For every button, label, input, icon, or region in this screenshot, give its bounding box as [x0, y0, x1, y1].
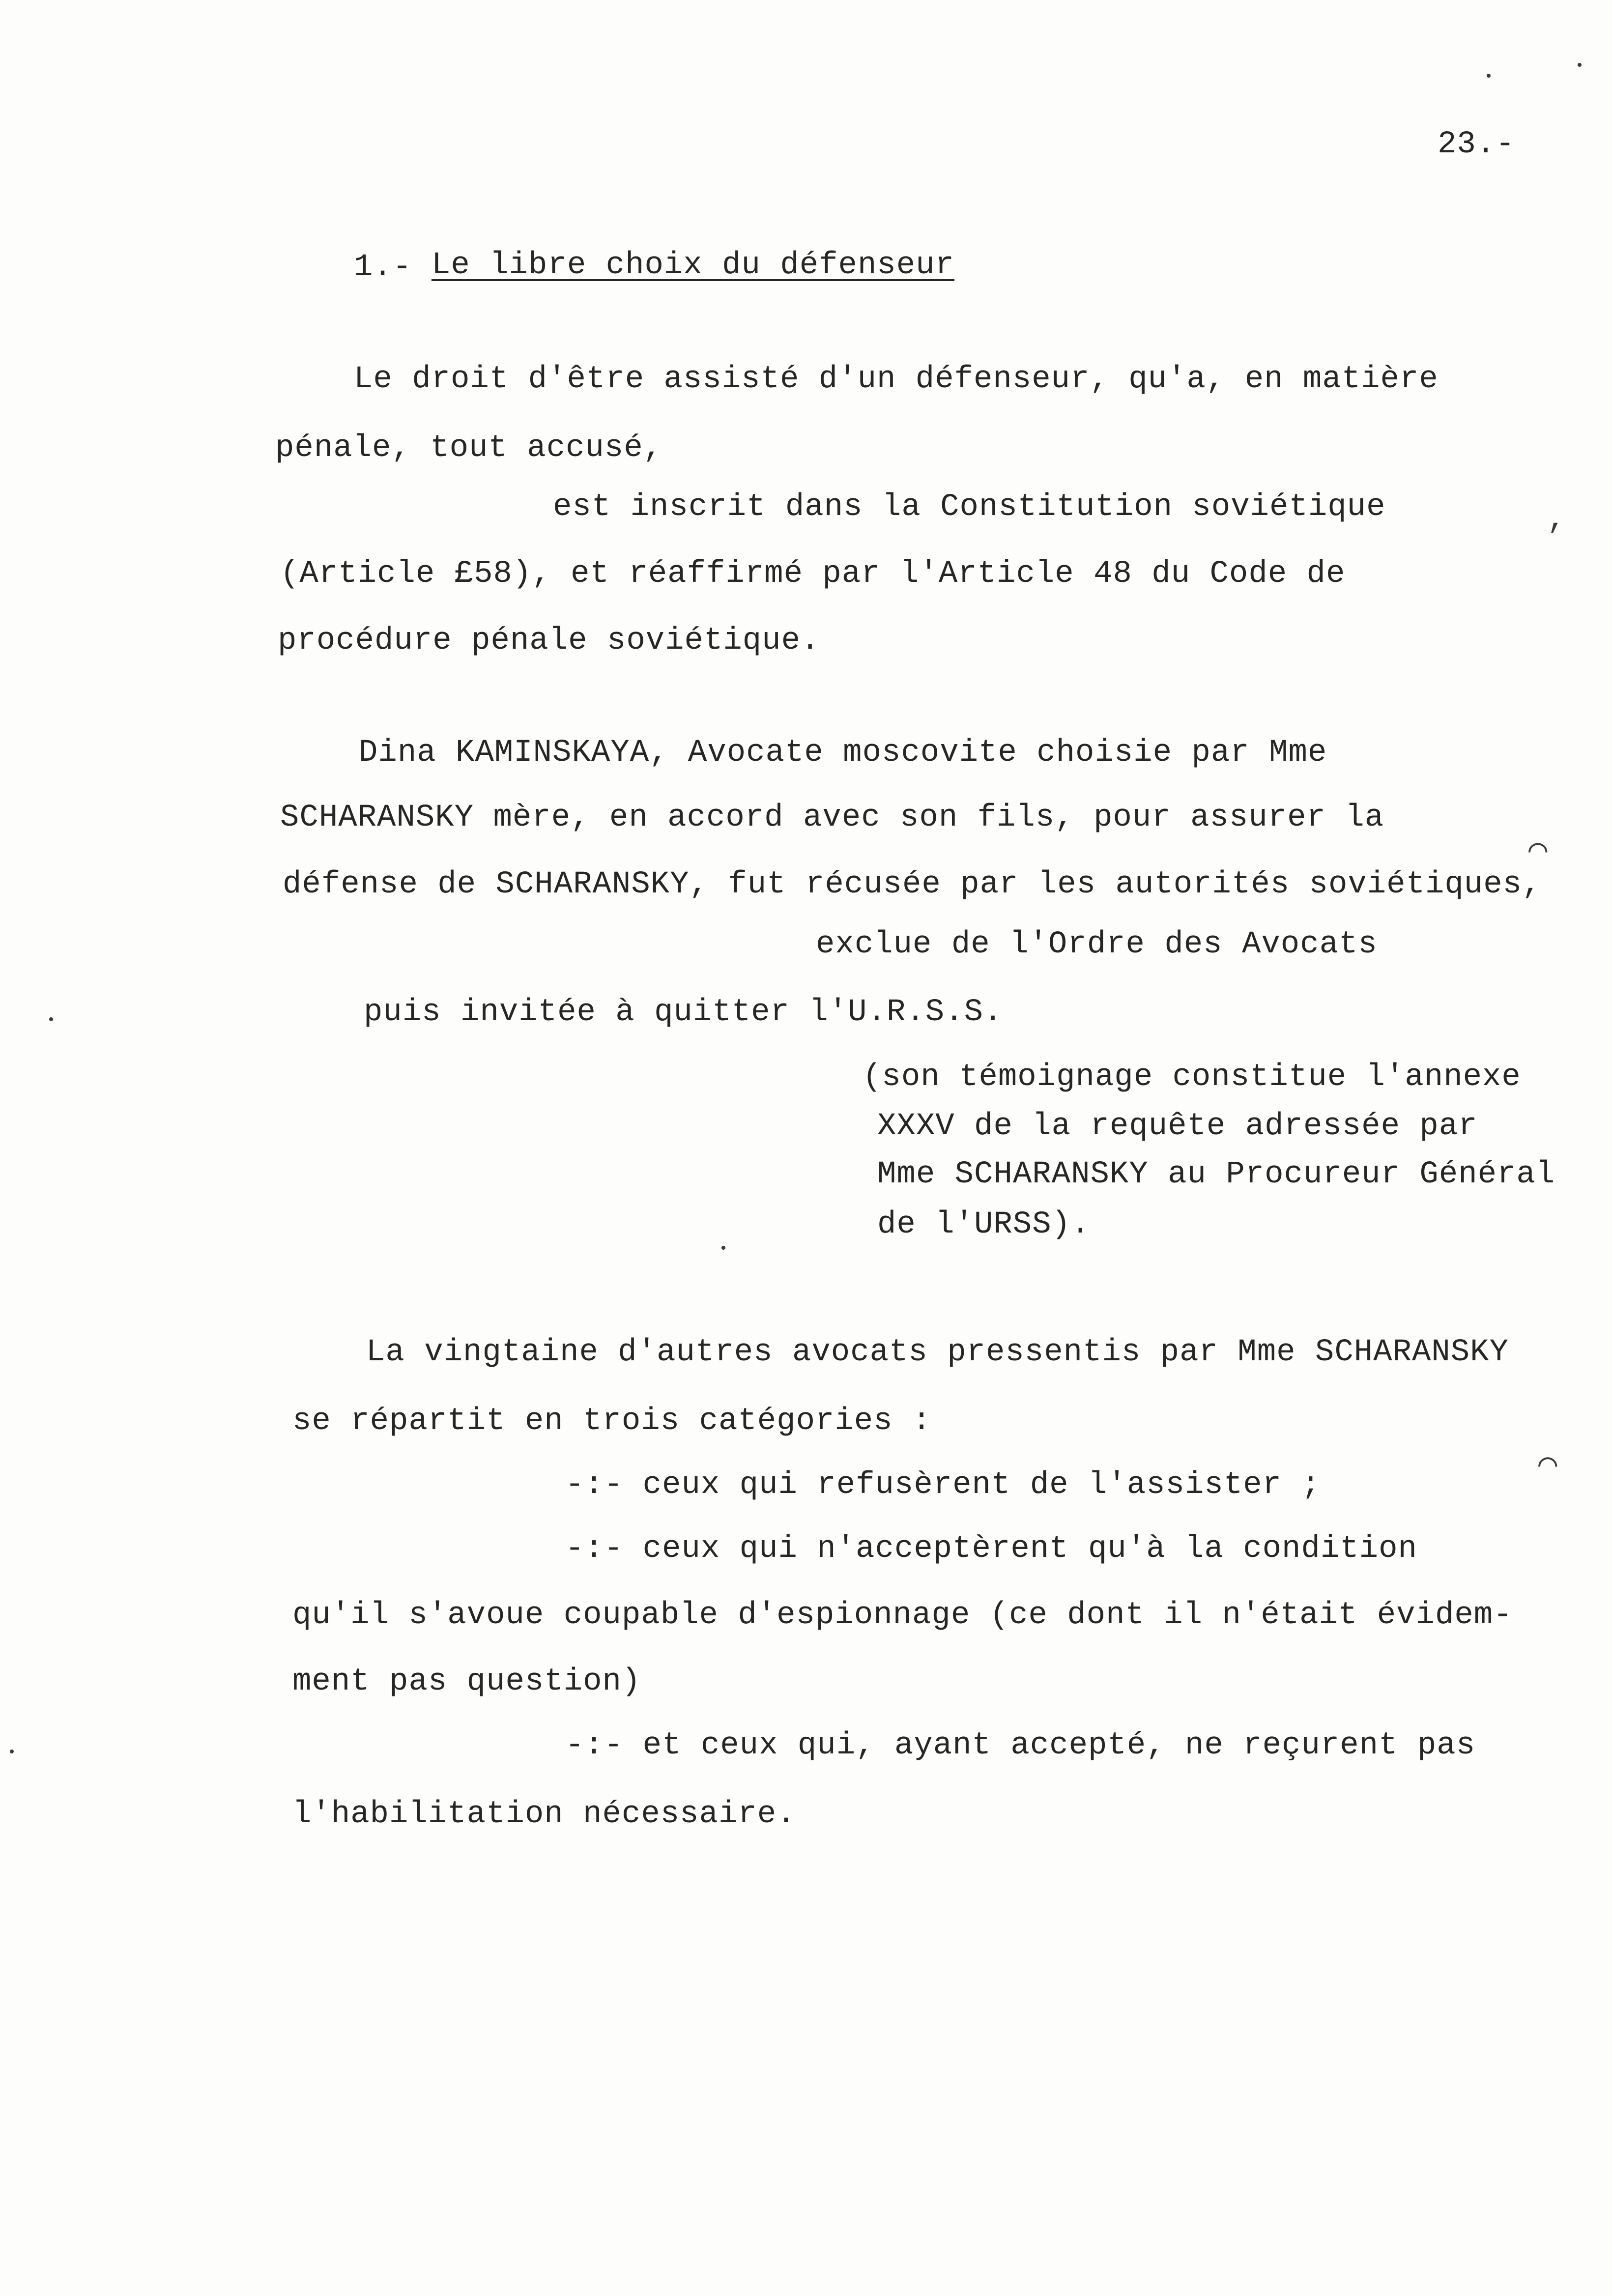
annex-note-line2: XXXV de la requête adressée par	[877, 1109, 1478, 1144]
list-item-2-line3: ment pas question)	[292, 1664, 641, 1699]
paragraph1-line3: est inscrit dans la Constitution soviétique	[553, 489, 1386, 525]
paragraph3-line2: se répartit en trois catégories :	[292, 1404, 932, 1439]
annex-note-line4: de l'URSS).	[877, 1207, 1091, 1242]
list-item-3-line1: -:- et ceux qui, ayant accepté, ne reçurent pas	[565, 1728, 1476, 1763]
page-number: 23.-	[1438, 127, 1515, 162]
scan-speck	[1578, 63, 1582, 67]
annex-note-line1: (son témoignage constitue l'annexe	[863, 1060, 1521, 1095]
scan-speck	[721, 1246, 725, 1250]
list-item-2-line2: qu'il s'avoue coupable d'espionnage (ce dont il n'était évidem-	[292, 1598, 1513, 1633]
scan-speck	[10, 1750, 14, 1753]
paragraph3-line1: La vingtaine d'autres avocats pressentis par Mme SCHARANSKY	[366, 1335, 1509, 1370]
list-item-1: -:- ceux qui refusèrent de l'assister ;	[565, 1467, 1321, 1503]
paragraph2-line5: puis invitée à quitter l'U.R.S.S.	[364, 995, 1003, 1030]
paragraph1-line1: Le droit d'être assisté d'un défenseur, qu'a, en matière	[354, 362, 1439, 397]
paragraph2-line3: défense de SCHARANSKY, fut récusée par les autorités soviétiques,	[283, 867, 1542, 902]
scan-speck	[49, 1017, 53, 1021]
paragraph1-line4: (Article £58), et réaffirmé par l'Article 48 du Code de	[280, 556, 1346, 592]
list-item-3-line2: l'habilitation nécessaire.	[292, 1797, 796, 1832]
stray-comma: ,	[1547, 502, 1567, 537]
annex-note-line3: Mme SCHARANSKY au Procureur Général	[877, 1157, 1555, 1192]
paragraph2-line4: exclue de l'Ordre des Avocats	[816, 927, 1378, 962]
list-item-2-line1: -:- ceux qui n'acceptèrent qu'à la condition	[565, 1531, 1417, 1567]
stray-bracket: ⌒	[1538, 1448, 1558, 1483]
section-number: 1.-	[354, 250, 412, 285]
paragraph2-line2: SCHARANSKY mère, en accord avec son fils, pour assurer la	[280, 800, 1384, 835]
scan-speck	[1487, 74, 1491, 78]
paragraph1-line5: procédure pénale soviétique.	[278, 623, 820, 659]
section-title: Le libre choix du défenseur	[432, 248, 954, 283]
stray-bracket: ⌒	[1528, 833, 1548, 869]
paragraph1-line2: pénale, tout accusé,	[275, 430, 663, 466]
paragraph2-line1: Dina KAMINSKAYA, Avocate moscovite choisie par Mme	[359, 735, 1327, 771]
